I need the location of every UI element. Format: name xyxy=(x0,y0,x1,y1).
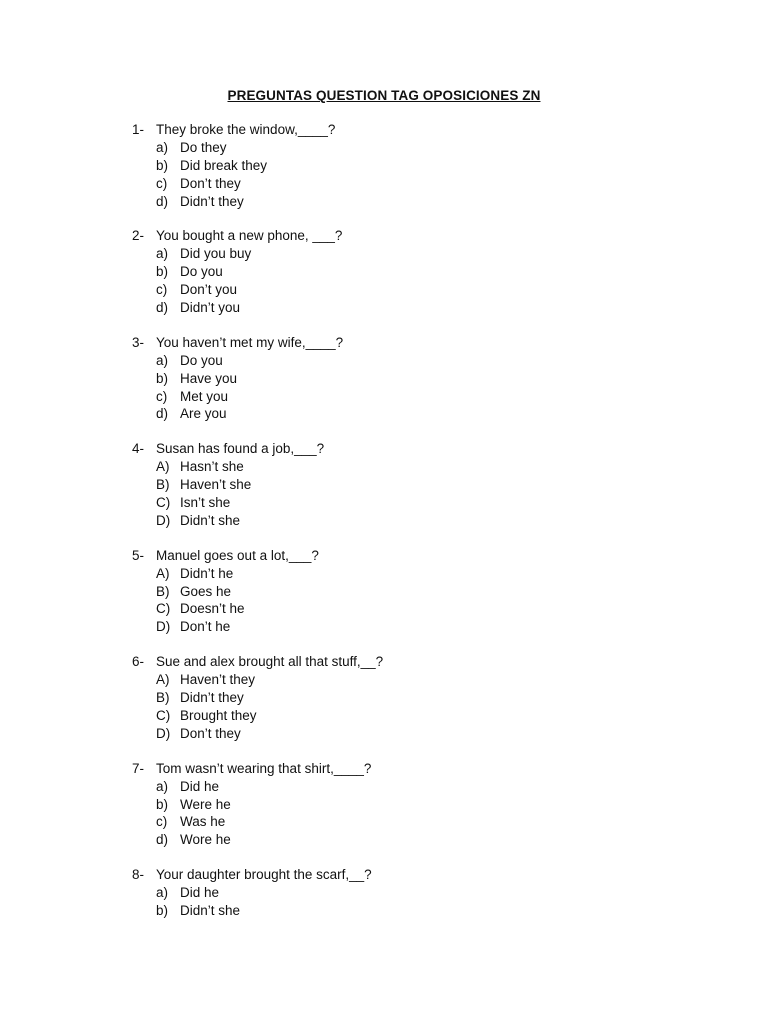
answer-option xyxy=(132,831,692,849)
question-7 xyxy=(132,760,692,849)
answer-option xyxy=(132,671,692,689)
question-number: 6- xyxy=(132,654,145,670)
answer-option xyxy=(132,494,692,512)
answer-option xyxy=(132,263,692,281)
question-6 xyxy=(132,653,692,742)
option-text: Met you xyxy=(180,388,229,404)
option-letter: a) xyxy=(156,778,169,794)
option-text: Didn’t they xyxy=(180,690,244,706)
option-text: Doesn’t he xyxy=(180,601,245,617)
option-letter: a) xyxy=(156,885,169,901)
answer-option xyxy=(132,175,692,193)
option-text: Don’t they xyxy=(180,175,241,191)
question-text: You bought a new phone, ___? xyxy=(156,228,343,244)
question-stem xyxy=(132,440,692,458)
option-text: Do they xyxy=(180,139,227,155)
option-text: Haven’t they xyxy=(180,672,256,688)
option-letter: C) xyxy=(156,495,171,511)
option-letter: c) xyxy=(156,175,168,191)
answer-option xyxy=(132,476,692,494)
option-letter: B) xyxy=(156,690,170,706)
question-number: 3- xyxy=(132,334,145,350)
option-letter: c) xyxy=(156,814,168,830)
question-number: 8- xyxy=(132,867,145,883)
option-text: Haven’t she xyxy=(180,477,252,493)
question-stem xyxy=(132,760,692,778)
question-number: 4- xyxy=(132,441,145,457)
question-3 xyxy=(132,334,692,423)
option-letter: A) xyxy=(156,672,170,688)
question-8 xyxy=(132,866,692,920)
answer-option xyxy=(132,813,692,831)
option-text: Hasn’t she xyxy=(180,459,244,475)
option-letter: C) xyxy=(156,707,171,723)
option-text: Don’t you xyxy=(180,282,238,298)
option-text: Isn’t she xyxy=(180,495,231,511)
option-letter: A) xyxy=(156,565,170,581)
option-text: Didn’t they xyxy=(180,193,244,209)
option-text: Don’t they xyxy=(180,725,241,741)
document-title: PREGUNTAS QUESTION TAG OPOSICIONES ZN xyxy=(227,88,541,103)
question-stem xyxy=(132,653,692,671)
option-letter: b) xyxy=(156,157,169,173)
option-text: Didn’t she xyxy=(180,902,241,918)
question-stem xyxy=(132,547,692,565)
answer-option xyxy=(132,139,692,157)
option-letter: B) xyxy=(156,583,170,599)
option-letter: D) xyxy=(156,725,171,741)
option-text: Don’t he xyxy=(180,619,231,635)
option-letter: c) xyxy=(156,388,168,404)
option-text: Brought they xyxy=(180,707,257,723)
answer-option xyxy=(132,600,692,618)
question-1 xyxy=(132,121,692,210)
question-number: 1- xyxy=(132,122,145,137)
option-text: Did break they xyxy=(180,157,268,173)
answer-option xyxy=(132,796,692,814)
option-letter: D) xyxy=(156,619,171,635)
question-stem xyxy=(132,866,692,884)
answer-option xyxy=(132,707,692,725)
question-number: 7- xyxy=(132,760,145,776)
option-letter: c) xyxy=(156,282,168,298)
option-letter: b) xyxy=(156,796,169,812)
question-stem xyxy=(132,334,692,352)
option-letter: a) xyxy=(156,139,169,155)
answer-option xyxy=(132,778,692,796)
question-text: Tom wasn’t wearing that shirt,____? xyxy=(156,760,372,776)
option-text: Goes he xyxy=(180,583,232,599)
question-text: Your daughter brought the scarf,__? xyxy=(156,867,372,883)
option-text: Were he xyxy=(180,796,231,812)
question-text: You haven’t met my wife,____? xyxy=(156,334,344,350)
question-text: Sue and alex brought all that stuff,__? xyxy=(156,654,384,670)
question-stem xyxy=(132,121,692,139)
answer-option xyxy=(132,405,692,423)
option-letter: d) xyxy=(156,406,169,422)
option-letter: d) xyxy=(156,832,169,848)
option-text: Did he xyxy=(180,885,220,901)
answer-option xyxy=(132,902,692,920)
answer-option xyxy=(132,299,692,317)
option-text: Didn’t she xyxy=(180,512,241,528)
option-letter: B) xyxy=(156,477,170,493)
question-text: Manuel goes out a lot,___? xyxy=(156,547,319,563)
option-text: Didn’t he xyxy=(180,565,234,581)
question-number: 2- xyxy=(132,228,145,244)
answer-option xyxy=(132,583,692,601)
option-text: Do you xyxy=(180,352,223,368)
option-letter: C) xyxy=(156,601,171,617)
answer-option xyxy=(132,725,692,743)
answer-option xyxy=(132,281,692,299)
option-letter: b) xyxy=(156,264,169,280)
question-2 xyxy=(132,227,692,316)
question-stem xyxy=(132,227,692,245)
question-number: 5- xyxy=(132,547,145,563)
option-text: Wore he xyxy=(180,832,231,848)
question-list xyxy=(132,121,692,937)
question-text: Susan has found a job,___? xyxy=(156,441,325,457)
answer-option xyxy=(132,245,692,263)
answer-option xyxy=(132,193,692,211)
option-text: Do you xyxy=(180,264,223,280)
option-text: Have you xyxy=(180,370,238,386)
answer-option xyxy=(132,458,692,476)
option-text: Was he xyxy=(180,814,226,830)
answer-option xyxy=(132,370,692,388)
question-text: They broke the window,____? xyxy=(156,122,336,137)
option-letter: D) xyxy=(156,512,171,528)
question-4 xyxy=(132,440,692,529)
option-text: Didn’t you xyxy=(180,300,241,316)
option-letter: b) xyxy=(156,902,169,918)
question-5 xyxy=(132,547,692,636)
option-letter: a) xyxy=(156,246,169,262)
option-letter: b) xyxy=(156,370,169,386)
option-letter: d) xyxy=(156,193,169,209)
answer-option xyxy=(132,352,692,370)
option-letter: A) xyxy=(156,459,170,475)
answer-option xyxy=(132,157,692,175)
answer-option xyxy=(132,388,692,406)
answer-option xyxy=(132,565,692,583)
option-text: Did you buy xyxy=(180,246,252,262)
answer-option xyxy=(132,618,692,636)
answer-option xyxy=(132,884,692,902)
option-letter: a) xyxy=(156,352,169,368)
answer-option xyxy=(132,689,692,707)
option-text: Are you xyxy=(180,406,227,422)
answer-option xyxy=(132,512,692,530)
option-letter: d) xyxy=(156,300,169,316)
option-text: Did he xyxy=(180,778,220,794)
